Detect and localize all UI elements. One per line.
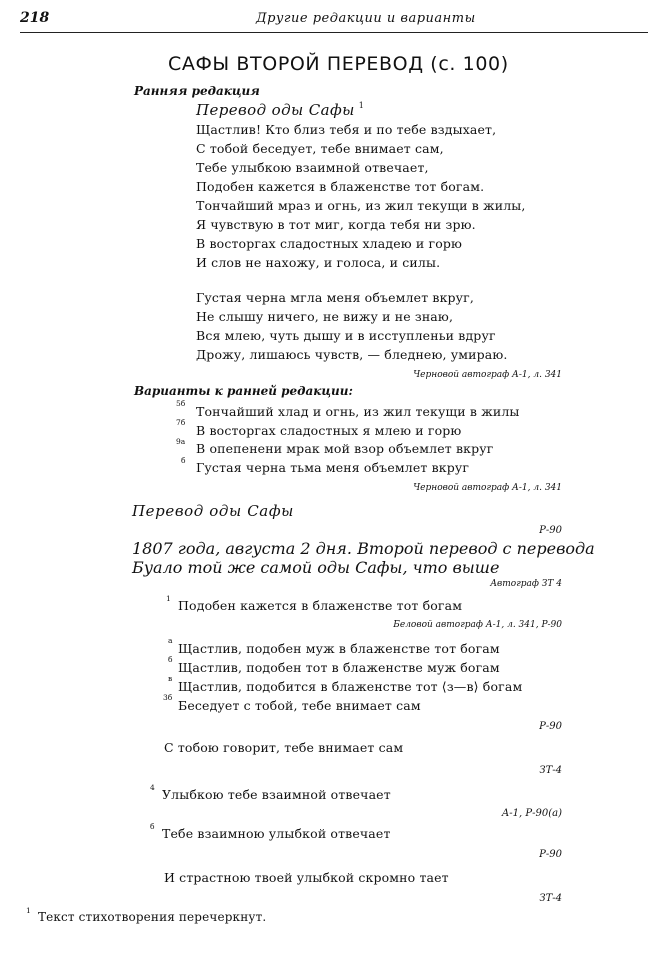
second-line-1-number: 1 — [166, 594, 171, 603]
second-source-3: Беловой автограф А-1, л. 341, Р-90 — [393, 620, 562, 630]
second-line-4: Тебе взаимною улыбкой отвечает — [162, 826, 391, 841]
page-number: 218 — [20, 10, 50, 26]
variant-line-2: В восторгах сладостных я млею и горю — [196, 423, 462, 438]
poem-title — [196, 101, 364, 119]
second-var-number-2: б — [168, 655, 173, 664]
variant-number-4: б — [181, 456, 186, 465]
early-line-11: Вся млею, чуть дышу и в исступленьи вдруг — [196, 328, 496, 343]
second-source-1: Р-90 — [539, 525, 562, 536]
second-line-3: Улыбкою тебе взаимной отвечает — [162, 787, 391, 802]
poem-title-note: 1 — [358, 101, 365, 110]
second-heading-line-2: Буало той же самой оды Сафы, что выше — [132, 558, 500, 577]
early-line-7: В восторгах сладостных хладею и горю — [196, 236, 463, 251]
early-redaction-label: Ранняя редакция — [134, 84, 260, 98]
second-var-number-1: а — [168, 636, 173, 645]
second-heading-line-1: 1807 года, августа 2 дня. Второй перевод с перевода — [132, 539, 595, 558]
header-rule — [20, 32, 648, 33]
poem-title-text: Перевод оды Сафы — [196, 101, 355, 119]
second-source-5: ЗТ-4 — [539, 765, 562, 776]
second-source-7: Р-90 — [539, 849, 562, 860]
second-var-number-3: в — [168, 674, 173, 683]
footnote-text: Текст стихотворения перечеркнут. — [38, 910, 267, 924]
variant-number-1: 5б — [176, 399, 186, 408]
variant-line-4: Густая черна тьма меня объемлет вкруг — [196, 460, 470, 475]
early-line-8: И слов не нахожу, и голоса, и силы. — [196, 255, 441, 270]
section-title: САФЫ ВТОРОЙ ПЕРЕВОД (с. 100) — [168, 53, 509, 75]
early-line-4: Подобен кажется в блаженстве тот богам. — [196, 179, 485, 194]
variants-source: Черновой автограф А-1, л. 341 — [413, 483, 562, 493]
variant-number-2: 7б — [176, 418, 186, 427]
second-var-line-4: Беседует с тобой, тебе внимает сам — [178, 698, 421, 713]
early-line-12: Дрожу, лишаюсь чувств, — бледнею, умираю. — [196, 347, 508, 362]
second-line-2: С тобою говорит, тебе внимает сам — [164, 740, 404, 755]
second-var-line-3: Щастлив, подобится в блаженстве тот ⟨з—в⟩ богам — [178, 679, 523, 694]
footnote-number: 1 — [26, 906, 31, 915]
second-source-4: Р-90 — [539, 721, 562, 732]
second-var-line-1: Щастлив, подобен муж в блаженстве тот богам — [178, 641, 500, 656]
second-source-8: ЗТ-4 — [539, 893, 562, 904]
second-var-number-4: 3б — [163, 693, 173, 702]
variants-label: Варианты к ранней редакции: — [134, 384, 353, 398]
variant-number-3: 9а — [176, 437, 186, 446]
early-line-3: Тебе улыбкою взаимной отвечает, — [196, 160, 429, 175]
early-line-10: Не слышу ничего, не вижу и не знаю, — [196, 309, 454, 324]
early-line-5: Тончайший мраз и огнь, из жил текущи в жилы, — [196, 198, 526, 213]
running-head: Другие редакции и варианты — [256, 11, 476, 26]
second-line-1: Подобен кажется в блаженстве тот богам — [178, 598, 463, 613]
early-source: Черновой автограф А-1, л. 341 — [413, 370, 562, 380]
early-line-2: С тобой беседует, тебе внимает сам, — [196, 141, 444, 156]
second-source-6: А-1, Р-90(а) — [501, 808, 562, 819]
second-line-5: И страстною твоей улыбкой скромно тает — [164, 870, 449, 885]
early-line-9: Густая черна мгла меня объемлет вкруг, — [196, 290, 475, 305]
variant-line-3: В опепенени мрак мой взор объемлет вкруг — [196, 441, 494, 456]
second-line-4-number: б — [150, 822, 155, 831]
variant-line-1: Тончайший хлад и огнь, из жил текущи в жилы — [196, 404, 520, 419]
early-line-6: Я чувствую в тот миг, когда тебя ни зрю. — [196, 217, 476, 232]
second-line-3-number: 4 — [150, 783, 155, 792]
second-source-2: Автограф ЗТ 4 — [490, 579, 562, 589]
second-title: Перевод оды Сафы — [132, 502, 294, 520]
early-line-1: Щастлив! Кто близ тебя и по тебе вздыхает, — [196, 122, 497, 137]
second-var-line-2: Щастлив, подобен тот в блаженстве муж богам — [178, 660, 500, 675]
